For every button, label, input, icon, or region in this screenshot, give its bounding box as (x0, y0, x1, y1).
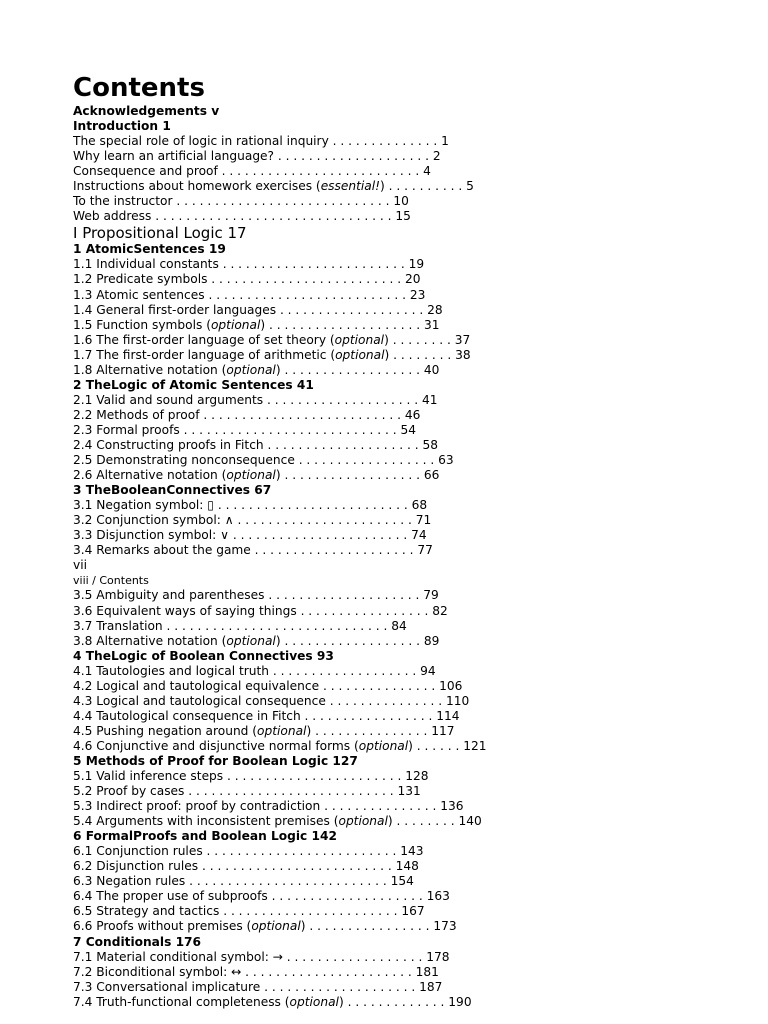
entry-emphasis: optional (338, 814, 388, 829)
entry-text: ) . . . . . . . . 38 (384, 347, 471, 362)
toc-entry (73, 679, 753, 694)
chapter-heading: 3 TheBooleanConnectives 67 (73, 483, 272, 498)
part-heading: I Propositional Logic 17 (73, 224, 247, 243)
entry-text: ) . . . . . . . . . . . . . . . 117 (306, 723, 455, 738)
entry-emphasis: optional (210, 317, 261, 332)
entry-text: 3.2 Conjunction symbol: ∧ . . . . . . . . . . . . . . . . . . . . . . . 71 (73, 513, 432, 528)
entry-emphasis: optional (226, 362, 276, 377)
entry-text: 2.6 Alternative notation ( (73, 468, 227, 483)
entry-text: To the instructor . . . . . . . . . . . . . . . . . . . . . . . . . . . . 10 (73, 194, 409, 209)
entry-text: 3.1 Negation symbol: ▯ . . . . . . . . . . . . . . . . . . . . . . . . . 68 (73, 498, 428, 513)
entry-text: 5.4 Arguments with inconsistent premises ( (73, 814, 339, 829)
entry-text: Consequence and proof . . . . . . . . . . . . . . . . . . . . . . . . . . 4 (73, 164, 431, 179)
toc-entry (73, 272, 753, 287)
toc-entry (73, 194, 753, 209)
toc-entry (73, 619, 753, 634)
toc-entry (73, 257, 753, 272)
toc-entry (73, 889, 753, 904)
toc-entry (73, 348, 753, 363)
toc-entry (73, 814, 753, 829)
chapter-heading: 1 AtomicSentences 19 (73, 242, 226, 257)
entry-text: 2.4 Constructing proofs in Fitch . . . . . . . . . . . . . . . . . . . . 58 (73, 437, 438, 452)
entry-emphasis: optional (334, 332, 385, 347)
toc-entry (73, 513, 753, 528)
page-title: Contents (73, 73, 205, 103)
entry-text: 1.7 The first-order language of arithmetic ( (73, 347, 336, 362)
toc-entry (73, 769, 753, 784)
entry-emphasis: optional (251, 919, 301, 934)
entry-text: 1.4 General first-order languages . . . . . . . . . . . . . . . . . . . 28 (73, 302, 443, 317)
entry-emphasis: optional (289, 994, 339, 1009)
toc-entry (73, 393, 753, 408)
entry-text: 3.4 Remarks about the game . . . . . . . . . . . . . . . . . . . . . 77 (73, 543, 433, 558)
toc-entry (73, 799, 753, 814)
toc-entry (73, 438, 753, 453)
entry-text: 4.3 Logical and tautological consequence . . . . . . . . . . . . . . . 110 (73, 693, 470, 708)
toc-entry (73, 468, 753, 483)
entry-text: The special role of logic in rational inquiry . . . . . . . . . . . . . . 1 (73, 134, 449, 149)
toc-entry (73, 919, 753, 934)
toc-entry (73, 724, 753, 739)
toc-entry (73, 980, 753, 995)
entry-text: 1.8 Alternative notation ( (73, 362, 227, 377)
running-header (73, 573, 753, 588)
entry-emphasis: optional (335, 347, 385, 362)
entry-text: 2.3 Formal proofs . . . . . . . . . . . . . . . . . . . . . . . . . . . . 54 (73, 422, 417, 437)
toc-entry (73, 995, 753, 1010)
toc-entry (73, 844, 753, 859)
entry-text: 1.6 The first-order language of set theory ( (73, 332, 335, 347)
toc-entry (73, 149, 753, 164)
entry-emphasis: essential! (320, 179, 381, 194)
toc-entry (73, 950, 753, 965)
entry-text: Web address . . . . . . . . . . . . . . . . . . . . . . . . . . . . . . . 15 (73, 209, 411, 224)
toc-entry (73, 874, 753, 889)
entry-emphasis: optional (226, 468, 276, 483)
entry-text: viii / Contents (73, 574, 149, 588)
entry-text: 4.1 Tautologies and logical truth . . . . . . . . . . . . . . . . . . . 94 (73, 663, 436, 678)
entry-text: 3.6 Equivalent ways of saying things . . . . . . . . . . . . . . . . . 82 (73, 603, 448, 618)
entry-text: 7.3 Conversational implicature . . . . . . . . . . . . . . . . . . . . 187 (73, 979, 443, 994)
toc-entry (73, 303, 753, 318)
toc-entry (73, 498, 753, 513)
toc-entry (73, 453, 753, 468)
entry-text: 5.2 Proof by cases . . . . . . . . . . . . . . . . . . . . . . . . . . . 131 (73, 784, 421, 799)
chapter-heading: Acknowledgements v (73, 104, 220, 118)
entry-text: 7.2 Biconditional symbol: ↔ . . . . . . . . . . . . . . . . . . . . . . 181 (73, 964, 439, 979)
entry-text: ) . . . . . . . . . . . . . . . . . . 89 (275, 633, 440, 648)
entry-text: ) . . . . . . . . . . 5 (380, 179, 474, 194)
entry-emphasis: optional (257, 723, 307, 738)
entry-text: 3.5 Ambiguity and parentheses . . . . . . . . . . . . . . . . . . . . 79 (73, 588, 439, 603)
entry-text: ) . . . . . . 121 (408, 738, 487, 753)
entry-text: 6.3 Negation rules . . . . . . . . . . . . . . . . . . . . . . . . . . 154 (73, 874, 414, 889)
entry-text: 2.5 Demonstrating nonconsequence . . . . . . . . . . . . . . . . . . 63 (73, 453, 454, 468)
entry-text: ) . . . . . . . . . . . . . . . . 173 (300, 919, 457, 934)
toc-entry (73, 408, 753, 423)
entry-text: 6.6 Proofs without premises ( (73, 919, 252, 934)
entry-text: 1.5 Function symbols ( (73, 317, 211, 332)
contents-page (73, 72, 753, 1010)
entry-text: Why learn an artificial language? . . . . . . . . . . . . . . . . . . . . 2 (73, 149, 441, 164)
toc-entry (73, 859, 753, 874)
entry-text: vii (73, 558, 87, 573)
entry-text: 2.1 Valid and sound arguments . . . . . . . . . . . . . . . . . . . . 41 (73, 392, 438, 407)
entry-text: 3.7 Translation . . . . . . . . . . . . . . . . . . . . . . . . . . . . . 84 (73, 618, 407, 633)
chapter-heading: 5 Methods of Proof for Boolean Logic 127 (73, 753, 358, 768)
chapter-heading: 2 TheLogic of Atomic Sentences 41 (73, 377, 314, 392)
entry-text: 1.2 Predicate symbols . . . . . . . . . . . . . . . . . . . . . . . . . 20 (73, 272, 421, 287)
toc-entry (73, 709, 753, 724)
toc-entry (73, 694, 753, 709)
entry-text: ) . . . . . . . . . . . . . 190 (338, 994, 472, 1009)
entry-emphasis: optional (358, 738, 409, 753)
toc-entry (73, 423, 753, 438)
toc-entry (73, 179, 753, 194)
entry-text: ) . . . . . . . . . . . . . . . . . . 40 (275, 362, 440, 377)
toc-entry (73, 164, 753, 179)
chapter-heading: 4 TheLogic of Boolean Connectives 93 (73, 648, 334, 663)
entry-text: ) . . . . . . . . 37 (384, 332, 471, 347)
toc-entry (73, 904, 753, 919)
entry-text: 1.3 Atomic sentences . . . . . . . . . . . . . . . . . . . . . . . . . . 23 (73, 287, 426, 302)
table-of-contents (73, 104, 753, 1010)
toc-entry (73, 588, 753, 603)
chapter-heading: 6 FormalProofs and Boolean Logic 142 (73, 829, 337, 844)
entry-text: 3.8 Alternative notation ( (73, 633, 227, 648)
entry-text: 6.4 The proper use of subproofs . . . . . . . . . . . . . . . . . . . . 163 (73, 889, 450, 904)
entry-text: 4.2 Logical and tautological equivalence . . . . . . . . . . . . . . . 106 (73, 678, 463, 693)
entry-text: 7.1 Material conditional symbol: → . . . . . . . . . . . . . . . . . . 178 (73, 949, 450, 964)
toc-entry (73, 604, 753, 619)
entry-text: 3.3 Disjunction symbol: ∨ . . . . . . . . . . . . . . . . . . . . . . . 74 (73, 528, 427, 543)
toc-entry (73, 784, 753, 799)
entry-text: 4.6 Conjunctive and disjunctive normal forms ( (73, 738, 359, 753)
entry-text: 7.4 Truth-functional completeness ( (73, 994, 290, 1009)
entry-text: ) . . . . . . . . . . . . . . . . . . . . 31 (260, 317, 440, 332)
toc-entry (73, 318, 753, 333)
toc-entry (73, 634, 753, 649)
toc-entry (73, 363, 753, 378)
entry-text: 2.2 Methods of proof . . . . . . . . . . . . . . . . . . . . . . . . . . 46 (73, 407, 421, 422)
toc-entry (73, 134, 753, 149)
toc-entry (73, 965, 753, 980)
toc-entry (73, 528, 753, 543)
toc-entry (73, 333, 753, 348)
entry-text: ) . . . . . . . . 140 (387, 814, 482, 829)
entry-text: 1.1 Individual constants . . . . . . . . . . . . . . . . . . . . . . . . 19 (73, 257, 425, 272)
entry-text: ) . . . . . . . . . . . . . . . . . . 66 (275, 468, 440, 483)
chapter-heading: Introduction 1 (73, 119, 171, 134)
toc-entry (73, 209, 753, 224)
entry-text: 6.5 Strategy and tactics . . . . . . . . . . . . . . . . . . . . . . . 167 (73, 904, 425, 919)
entry-text: 6.2 Disjunction rules . . . . . . . . . . . . . . . . . . . . . . . . . 148 (73, 859, 419, 874)
entry-text: 4.4 Tautological consequence in Fitch . . . . . . . . . . . . . . . . . 114 (73, 708, 460, 723)
toc-entry (73, 664, 753, 679)
toc-entry (73, 543, 753, 558)
entry-text: 6.1 Conjunction rules . . . . . . . . . . . . . . . . . . . . . . . . . 143 (73, 844, 424, 859)
toc-entry (73, 288, 753, 303)
toc-entry (73, 558, 753, 573)
entry-text: 4.5 Pushing negation around ( (73, 723, 258, 738)
entry-text: Instructions about homework exercises ( (73, 179, 321, 194)
entry-text: 5.3 Indirect proof: proof by contradiction . . . . . . . . . . . . . . . 136 (73, 799, 464, 814)
toc-entry (73, 739, 753, 754)
chapter-heading: 7 Conditionals 176 (73, 934, 202, 949)
entry-text: 5.1 Valid inference steps . . . . . . . . . . . . . . . . . . . . . . . 128 (73, 769, 429, 784)
entry-emphasis: optional (226, 633, 276, 648)
